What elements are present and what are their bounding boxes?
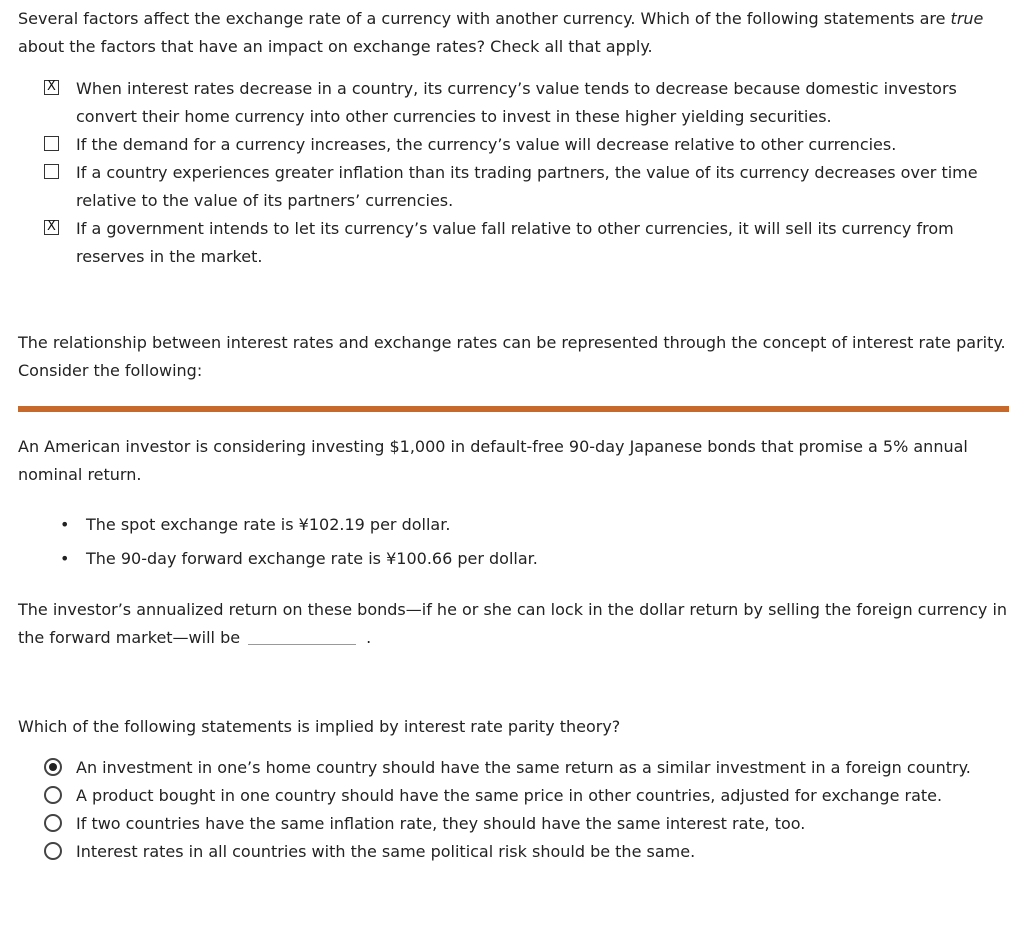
checkbox-option[interactable] bbox=[44, 159, 1004, 215]
option-text: If a government intends to let its currency’s value fall relative to other currencies, it will sell its currency from reserves in the market. bbox=[76, 219, 954, 266]
list-item: • The 90-day forward exchange rate is ¥100.66 per dollar. bbox=[60, 542, 538, 576]
true-emphasis: true bbox=[950, 9, 984, 28]
checkbox-checked[interactable]: X bbox=[44, 220, 59, 235]
list-item: • The spot exchange rate is ¥102.19 per dollar. bbox=[60, 508, 538, 542]
option-text: Interest rates in all countries with the same political risk should be the same. bbox=[76, 842, 696, 861]
radio-unselected[interactable] bbox=[44, 842, 62, 860]
radio-option[interactable] bbox=[44, 810, 1004, 838]
irp-intro: The relationship between interest rates and exchange rates can be represented through the concept of interest rate parity. Consider the following: bbox=[18, 333, 1006, 380]
checkbox-option[interactable] bbox=[44, 75, 1004, 131]
question-1-prompt: Several factors affect the exchange rate of a currency with another currency. Which of the following statements are true about the factors that have an impact on exchange rates? Check all that apply. bbox=[18, 9, 984, 56]
radio-option[interactable] bbox=[44, 838, 1004, 866]
question-2-options bbox=[44, 754, 1004, 866]
option-text: An investment in one’s home country should have the same return as a similar investment in a foreign country. bbox=[76, 758, 971, 777]
checkbox-option[interactable] bbox=[44, 215, 1004, 271]
section-divider bbox=[18, 406, 1009, 412]
option-text: A product bought in one country should have the same price in other countries, adjusted for exchange rate. bbox=[76, 786, 943, 805]
question-1-options bbox=[44, 75, 1004, 271]
radio-selected[interactable] bbox=[44, 758, 62, 776]
checkbox-unchecked[interactable] bbox=[44, 136, 59, 151]
checkbox-option[interactable] bbox=[44, 131, 1004, 159]
checkbox-unchecked[interactable] bbox=[44, 164, 59, 179]
radio-unselected[interactable] bbox=[44, 814, 62, 832]
option-text: If the demand for a currency increases, the currency’s value will decrease relative to other currencies. bbox=[76, 135, 897, 154]
checkbox-checked[interactable]: X bbox=[44, 80, 59, 95]
option-text: If a country experiences greater inflation than its trading partners, the value of its currency decreases over time relative to the value of its partners’ currencies. bbox=[76, 163, 978, 210]
scenario-text: An American investor is considering investing $1,000 in default-free 90-day Japanese bonds that promise a 5% annual nominal return. bbox=[18, 437, 968, 484]
radio-option[interactable] bbox=[44, 754, 1004, 782]
option-text: When interest rates decrease in a country, its currency’s value tends to decrease because domestic investors convert their home currency into other currencies to invest in these higher yielding securities. bbox=[76, 79, 957, 126]
radio-option[interactable] bbox=[44, 782, 1004, 810]
radio-unselected[interactable] bbox=[44, 786, 62, 804]
return-answer-dropdown[interactable] bbox=[248, 624, 356, 645]
return-question: The investor’s annualized return on these bonds—if he or she can lock in the dollar return by selling the foreign currency in the forward market—will be . bbox=[18, 600, 1008, 647]
scenario-bullets bbox=[60, 508, 538, 576]
question-2-prompt: Which of the following statements is implied by interest rate parity theory? bbox=[18, 717, 621, 736]
option-text: If two countries have the same inflation rate, they should have the same interest rate, too. bbox=[76, 814, 806, 833]
